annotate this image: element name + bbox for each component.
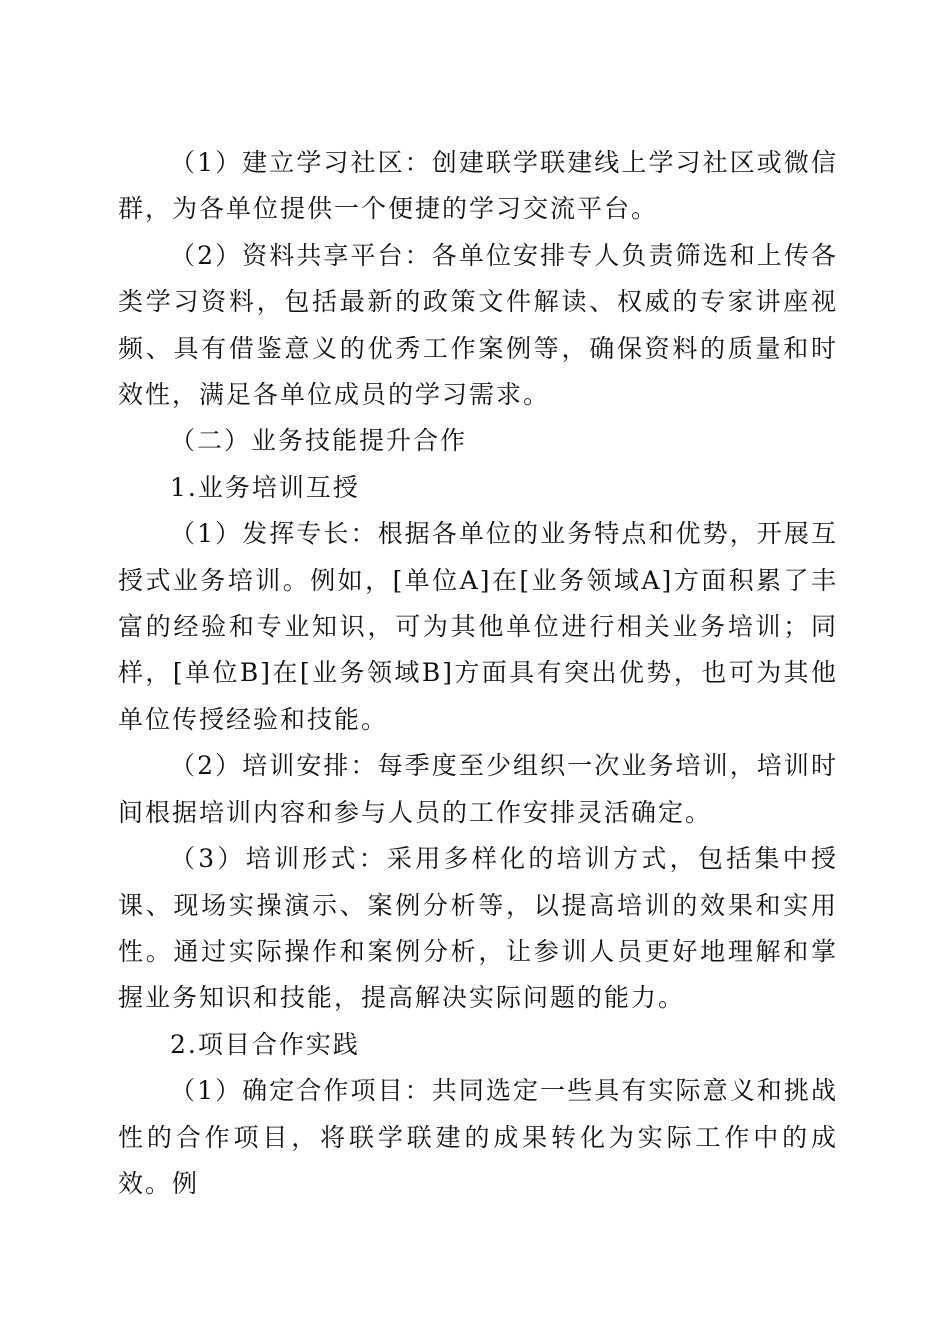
subheading-training-exchange: 1.业务培训互授	[170, 472, 360, 502]
paragraph-leverage-expertise: （1）发挥专长：根据各单位的业务特点和优势，开展互授式业务培训。例如，[单位A]在[业务领域A]方面积累了丰富的经验和专业知识，可为其他单位进行相关业务培训；同样，[单位B]在[业务领域B]方面具有突出优势，也可为其他单位传授经验和技能。	[118, 519, 838, 734]
subheading-project-cooperation: 2.项目合作实践	[170, 1029, 360, 1059]
paragraph-select-projects: （1）确定合作项目：共同选定一些具有实际意义和挑战性的合作项目，将联学联建的成果转化为实际工作中的成效。例	[118, 1076, 838, 1198]
document-body	[118, 140, 838, 1207]
section-heading-skill-cooperation: （二）业务技能提升合作	[170, 426, 468, 456]
paragraph-training-format: （3）培训形式：采用多样化的培训方式，包括集中授课、现场实操演示、案例分析等，以提高培训的效果和实用性。通过实际操作和案例分析，让参训人员更好地理解和掌握业务知识和技能，提高解决实际问题的能力。	[118, 844, 838, 1013]
paragraph-resource-sharing: （2）资料共享平台：各单位安排专人负责筛选和上传各类学习资料，包括最新的政策文件解读、权威的专家讲座视频、具有借鉴意义的优秀工作案例等，确保资料的质量和时效性，满足各单位成员的学习需求。	[118, 240, 838, 410]
paragraph-training-schedule: （2）培训安排：每季度至少组织一次业务培训，培训时间根据培训内容和参与人员的工作安排灵活确定。	[118, 751, 838, 827]
paragraph-learning-community: （1）建立学习社区：创建联学联建线上学习社区或微信群，为各单位提供一个便捷的学习交流平台。	[118, 148, 838, 224]
